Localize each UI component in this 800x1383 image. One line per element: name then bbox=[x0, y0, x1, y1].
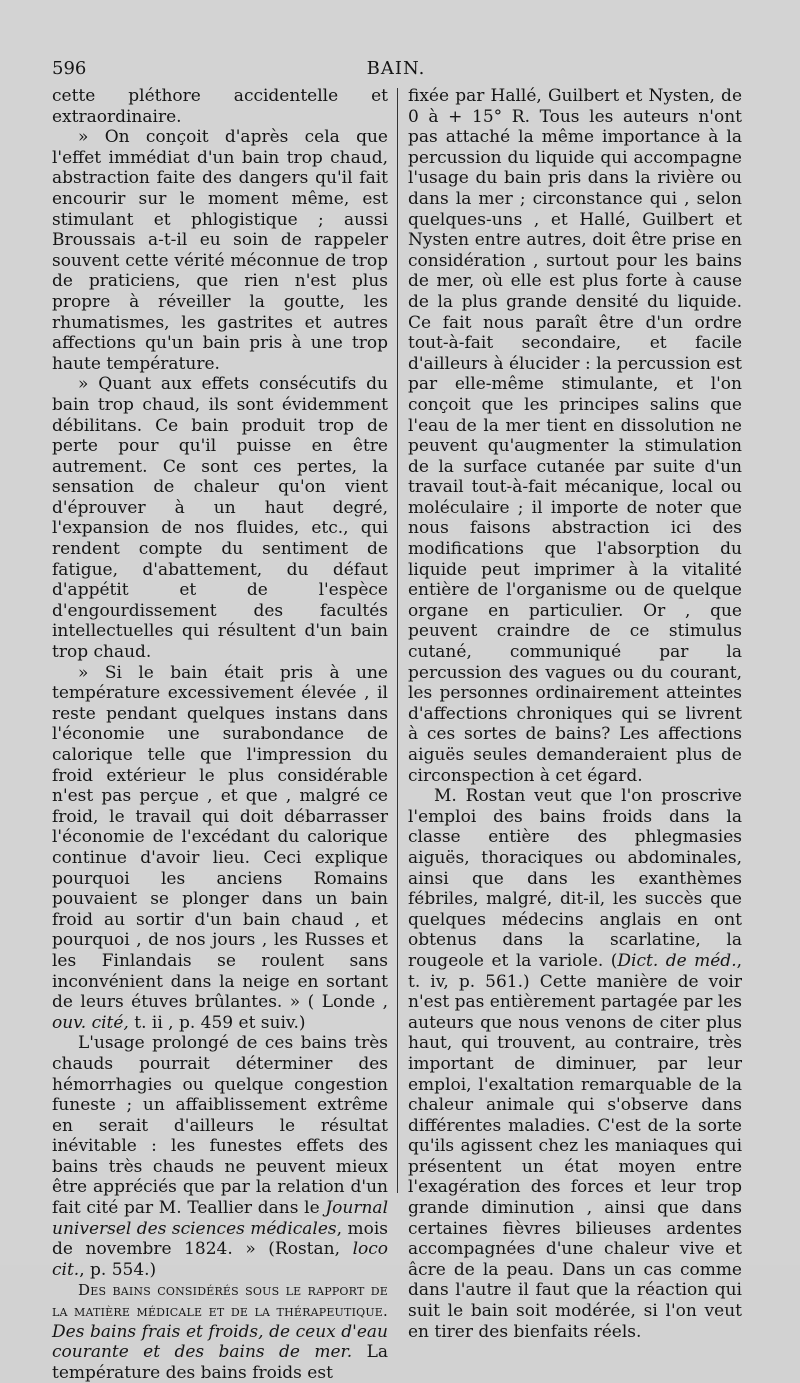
text-run: M. Rostan veut que l'on proscrive l'emploi des bains froids dans la classe entière des phlegmasies aiguës, thoraciques ou abdominales, ainsi que dans les exanthèmes fébriles, malgré, dit-il, les succès que quelques médecins anglais en ont obtenus dans la scarlatine, la rougeole et la variole. ( bbox=[408, 786, 742, 971]
running-title: BAIN. bbox=[366, 58, 426, 79]
citation: loco cit. bbox=[52, 1239, 388, 1280]
paragraph bbox=[408, 786, 742, 1342]
page-number: 596 bbox=[52, 58, 87, 79]
text-run: t. ii , p. 459 et suiv.) bbox=[134, 1012, 306, 1033]
right-column bbox=[408, 86, 742, 1342]
page-header bbox=[52, 58, 740, 84]
journal-title: Journal universel des sciences médicales bbox=[52, 1198, 389, 1239]
left-column bbox=[52, 86, 388, 1383]
text-run: La température des bains froids est bbox=[52, 1342, 388, 1383]
paragraph: cette pléthore accidentelle et extraordinaire. bbox=[52, 86, 388, 127]
section-heading-paragraph bbox=[52, 1280, 388, 1383]
paragraph: » Quant aux effets consécutifs du bain trop chaud, ils sont évidemment débilitans. Ce bain produit trop de perte pour qu'il puisse en être autrement. Ce sont ces pertes, la sensation de chaleur qu'on vient d'éprouver à un haut degré, l'expansion de nos fluides, etc., qui rendent compte du sentiment de fatigue, d'abattement, du défaut d'appétit et de l'espèce d'engourdissement des facultés intellectuelles qui résultent d'un bain trop chaud. bbox=[52, 374, 388, 663]
text-run: , p. 554.) bbox=[79, 1259, 157, 1280]
subsection-title: Des bains frais et froids, de ceux d'eau courante et des bains de mer. bbox=[52, 1321, 388, 1363]
text-run: , mois de novembre 1824. » (Rostan, bbox=[52, 1218, 388, 1260]
paragraph bbox=[52, 663, 388, 1034]
paragraph: » On conçoit d'après cela que l'effet immédiat d'un bain trop chaud, abstraction faite des dangers qu'il fait encourir sur le moment même, est stimulant et phlogistique ; aussi Broussais a-t-il eu soin de rappeler souvent cette vérité méconnue de trop de praticiens, que rien n'est plus propre à réveiller la goutte, les rhumatismes, les gastrites et autres affections qu'un bain pris à une trop haute température. bbox=[52, 127, 388, 374]
paragraph bbox=[52, 1033, 388, 1280]
column-divider bbox=[397, 88, 398, 1193]
paragraph: fixée par Hallé, Guilbert et Nysten, de 0 à + 15° R. Tous les auteurs n'ont pas attaché la même importance à la percussion du liquide qui accompagne l'usage du bain pris dans la rivière ou dans la mer ; circonstance qui , selon quelques-uns , et Hallé, Guilbert et Nysten entre autres, doit être prise en considération , surtout pour les bains de mer, où elle est plus forte à cause de la plus grande densité du liquide. Ce fait nous paraît être d'un ordre tout-à-fait secondaire, et facile d'ailleurs à élucider : la percussion est par elle-même stimulante, et l'on conçoit que les principes salins que l'eau de la mer tient en dissolution ne peuvent qu'augmenter la stimulation de la surface cutanée par suite d'un travail tout-à-fait mécanique, local ou moléculaire ; il importe de noter que nous faisons abstraction ici des modifications que l'absorption du liquide peut imprimer à la vitalité entière de l'organisme ou de quelque organe en particulier. Or , que peuvent craindre de ce stimulus cutané, communiqué par la percussion des vagues ou du courant, les personnes ordinairement atteintes d'affections chroniques qui se livrent à ces sortes de bains? Les affections aiguës seules demanderaient plus de circonspection à cet égard. bbox=[408, 86, 742, 786]
text-run: » Si le bain était pris à une température excessivement élevée , il reste pendant quelques instans dans l'économie une surabondance de calorique telle que l'impression du froid extérieur le plus considérable n'est pas perçue , et que , malgré ce froid, le travail qui doit débarrasser l'économie de l'excédant du calorique continue d'avoir lieu. Ceci explique pourquoi les anciens Romains pouvaient se plonger dans un bain froid au sortir d'un bain chaud , et pourquoi , de nos jours , les Russes et les Finlandais se roulent sans inconvénient dans la neige en sortant de leurs étuves brûlantes. » ( Londe , bbox=[52, 662, 388, 1013]
text-run: L'usage prolongé de ces bains très chauds pourrait déterminer des hémorrhagies ou quelque congestion funeste ; un affaiblissement extrême en serait d'ailleurs le résultat inévitable : les funestes effets des bains très chauds ne peuvent mieux être appréciés que par la relation d'un fait cité par M. Teallier dans le bbox=[52, 1033, 388, 1219]
citation: ouv. cité, bbox=[52, 1012, 129, 1033]
citation: Dict. de méd. bbox=[617, 950, 737, 971]
text-run: , t. iv, p. 561.) Cette manière de voir n'est pas entièrement partagée par les auteurs que nous venons de citer plus haut, qui trouvent, au contraire, très important de diminuer, par leur emploi, l'exaltation remarquable de la chaleur animale qui s'observe dans différentes maladies. C'est de la sorte qu'ils agissent chez les maniaques qui présentent un état moyen entre l'exagération des forces et leur trop grande diminution , ainsi que dans certaines fièvres bilieuses ardentes accompagnées d'une chaleur vive et âcre de la peau. Dans un cas comme dans l'autre il faut que la réaction qui suit le bain soit modérée, si l'on veut en tirer des bienfaits réels. bbox=[408, 950, 743, 1342]
section-heading: Des bains considérés sous le rapport de la matière médicale et de la thérapeutique. bbox=[52, 1281, 388, 1321]
